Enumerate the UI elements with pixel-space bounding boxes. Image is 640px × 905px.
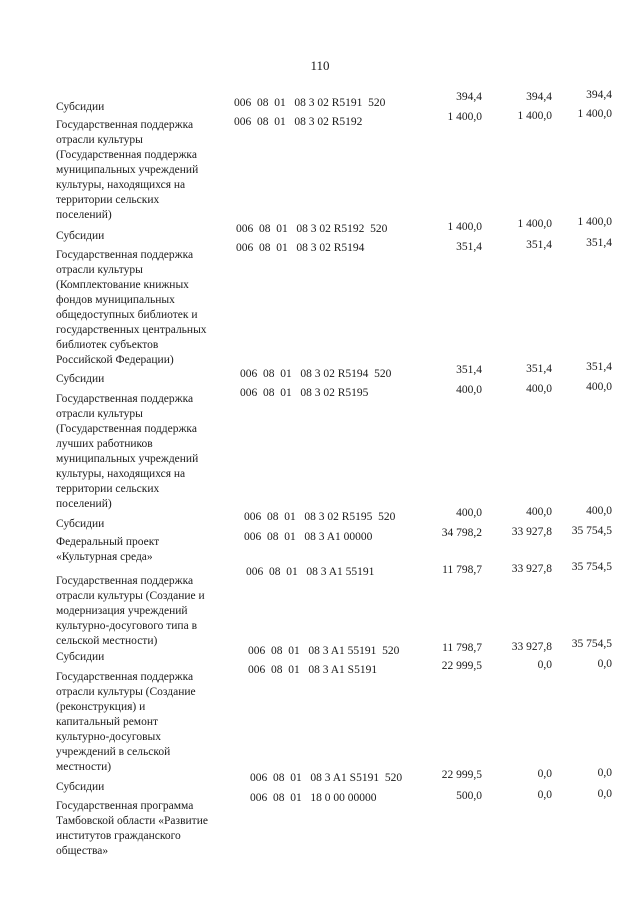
value-year-2: 33 927,8 xyxy=(511,563,552,575)
value-year-1: 500,0 xyxy=(456,790,482,802)
row-code: 006 08 01 08 3 02 R5192 520 xyxy=(236,223,388,235)
value-year-3: 35 754,5 xyxy=(571,525,612,537)
value-year-3: 35 754,5 xyxy=(571,638,612,650)
row-name: Государственная программа Тамбовской области «Развитие институтов гражданского общества» xyxy=(56,800,208,857)
row-code: 006 08 01 08 3 A1 S5191 520 xyxy=(250,772,403,784)
row-name: Государственная поддержка отрасли культуры (Государственная поддержка муниципальных учреждений культуры, находящихся на территории сельских поселений) xyxy=(56,119,199,221)
value-year-3: 394,4 xyxy=(586,89,612,101)
row-name: Государственная поддержка отрасли культуры (Создание (реконструкция) и капитальный ремонт культурно-досуговых учреждений в сельской местности) xyxy=(56,671,196,773)
row-code: 006 08 01 08 3 02 R5194 520 xyxy=(240,368,392,380)
value-year-2: 400,0 xyxy=(526,383,552,395)
row-name: Государственная поддержка отрасли культуры (Создание и модернизация учреждений культурно-досугового типа в сельской местности) xyxy=(56,575,205,647)
value-year-3: 351,4 xyxy=(586,237,612,249)
row-code: 006 08 01 08 3 02 R5192 xyxy=(234,116,363,128)
value-year-3: 1 400,0 xyxy=(577,216,612,228)
row-code: 006 08 01 08 3 02 R5191 520 xyxy=(234,97,386,109)
value-year-2: 394,4 xyxy=(526,91,552,103)
row-name: Государственная поддержка отрасли культуры (Государственная поддержка лучших работников муниципальных учреждений культуры, находящихся на территории сельских поселений) xyxy=(56,393,199,510)
row-name: Субсидии xyxy=(56,651,105,663)
value-year-1: 400,0 xyxy=(456,507,482,519)
value-year-3: 35 754,5 xyxy=(571,561,612,573)
row-code: 006 08 01 08 3 A1 S5191 xyxy=(248,664,378,676)
value-year-1: 351,4 xyxy=(456,241,482,253)
row-code: 006 08 01 08 3 02 R5194 xyxy=(236,242,365,254)
value-year-2: 0,0 xyxy=(537,789,552,801)
value-year-2: 1 400,0 xyxy=(517,218,552,230)
value-year-1: 351,4 xyxy=(456,364,482,376)
page-number: 110 xyxy=(310,58,330,73)
value-year-1: 11 798,7 xyxy=(442,642,482,654)
row-code: 006 08 01 08 3 A1 55191 xyxy=(246,566,375,578)
row-name: Субсидии xyxy=(56,230,105,242)
value-year-3: 0,0 xyxy=(597,788,612,800)
value-year-3: 0,0 xyxy=(597,658,612,670)
row-name: Субсидии xyxy=(56,101,105,113)
row-name: Субсидии xyxy=(56,373,105,385)
value-year-3: 400,0 xyxy=(586,381,612,393)
row-name: Субсидии xyxy=(56,781,105,793)
value-year-2: 33 927,8 xyxy=(511,641,552,653)
value-year-1: 22 999,5 xyxy=(441,660,482,672)
row-code: 006 08 01 08 3 A1 00000 xyxy=(244,531,373,543)
value-year-1: 400,0 xyxy=(456,384,482,396)
value-year-2: 0,0 xyxy=(537,659,552,671)
value-year-2: 0,0 xyxy=(537,768,552,780)
value-year-3: 351,4 xyxy=(586,361,612,373)
value-year-2: 351,4 xyxy=(526,363,552,375)
value-year-1: 22 999,5 xyxy=(441,769,482,781)
value-year-3: 400,0 xyxy=(586,505,612,517)
value-year-2: 400,0 xyxy=(526,506,552,518)
value-year-1: 1 400,0 xyxy=(447,111,482,123)
value-year-1: 11 798,7 xyxy=(442,564,482,576)
row-name: Субсидии xyxy=(56,518,105,530)
row-name: Федеральный проект «Культурная среда» xyxy=(56,536,160,563)
row-code: 006 08 01 08 3 A1 55191 520 xyxy=(248,645,400,657)
row-code: 006 08 01 18 0 00 00000 xyxy=(250,792,377,804)
row-name: Государственная поддержка отрасли культуры (Комплектование книжных фондов муниципальных общедоступных библиотек и государственных центральных библиотек субъектов Российской Федерации) xyxy=(56,249,207,366)
value-year-1: 34 798,2 xyxy=(441,527,482,539)
value-year-2: 1 400,0 xyxy=(517,110,552,122)
row-code: 006 08 01 08 3 02 R5195 xyxy=(240,387,369,399)
value-year-2: 351,4 xyxy=(526,239,552,251)
value-year-3: 1 400,0 xyxy=(577,108,612,120)
value-year-2: 33 927,8 xyxy=(511,526,552,538)
row-code: 006 08 01 08 3 02 R5195 520 xyxy=(244,511,396,523)
value-year-3: 0,0 xyxy=(597,767,612,779)
value-year-1: 1 400,0 xyxy=(447,221,482,233)
value-year-1: 394,4 xyxy=(456,91,482,103)
